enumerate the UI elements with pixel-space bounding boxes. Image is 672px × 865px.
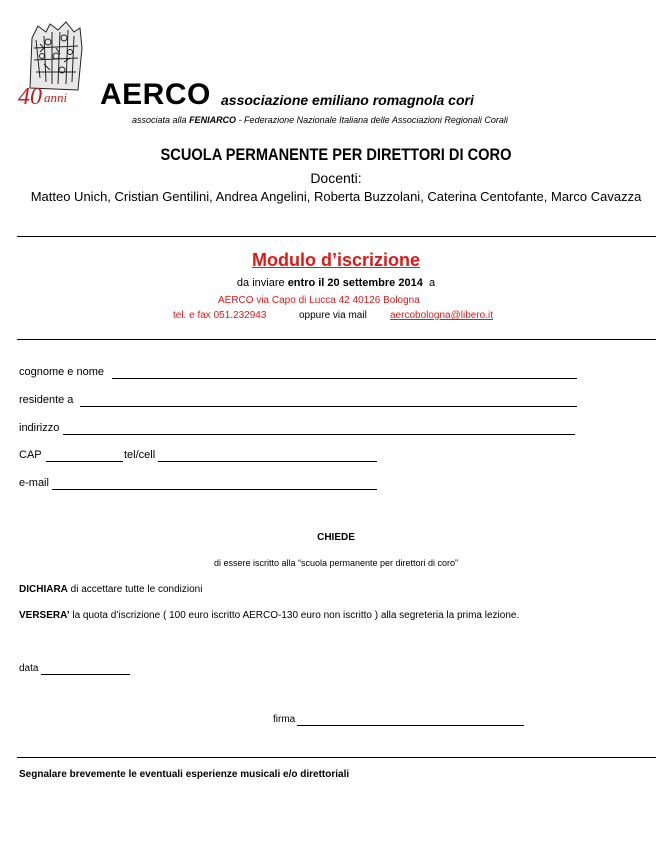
affiliation-rest: - Federazione Nazionale Italiana delle Associazioni Regionali Corali (236, 115, 508, 125)
versera-bold: VERSERA’ (19, 610, 70, 621)
divider (17, 339, 656, 340)
tel-input-line[interactable] (158, 461, 377, 462)
signature-label: firma (273, 714, 296, 725)
form-title: Modulo d’iscrizione (251, 250, 420, 270)
brand-name: AERCO (100, 78, 211, 111)
email-input-line[interactable] (52, 489, 377, 490)
name-label: cognome e nome (19, 366, 104, 378)
tel-label: tel/cell (124, 449, 156, 461)
send-prefix: da inviare (236, 277, 285, 289)
date-input-line[interactable] (41, 674, 130, 675)
date-label: data (19, 663, 39, 674)
affiliation-name: FENIARCO (189, 115, 237, 125)
brand-subtitle: associazione emiliano romagnola cori (221, 92, 474, 108)
residence-input-line[interactable] (80, 406, 577, 407)
cap-input-line[interactable] (46, 461, 123, 462)
name-input-line[interactable] (112, 378, 577, 379)
cap-label: CAP (19, 449, 42, 461)
signature-input-line[interactable] (297, 725, 524, 726)
send-instructions (0, 277, 672, 289)
email-label: e-mail (19, 477, 49, 489)
email-link[interactable]: aercobologna@libero.it (390, 310, 493, 321)
request-text: di essere iscritto alla “scuola permanente per direttori di coro” (213, 558, 459, 568)
svg-text:40: 40 (18, 84, 42, 108)
send-suffix: a (428, 277, 436, 289)
affiliation-prefix: associata alla (132, 115, 187, 125)
address-label: indirizzo (19, 422, 60, 434)
experience-note: Segnalare brevemente le eventuali esperienze musicali e/o direttoriali (19, 769, 350, 780)
telephone: tel. e fax 051.232943 (173, 310, 267, 321)
send-deadline: entro il 20 settembre 2014 (287, 277, 423, 289)
postal-address: AERCO via Capo di Lucca 42 40126 Bologna (218, 295, 420, 306)
dichiara-text (19, 584, 202, 595)
school-title: SCUOLA PERMANENTE PER DIRETTORI DI CORO (160, 145, 512, 164)
versera-rest: la quota d’iscrizione ( 100 euro iscritto AERCO-130 euro non iscritto ) alla segreteria la prima lezione. (69, 610, 520, 621)
docenti-label: Docenti: (310, 170, 362, 186)
dichiara-rest: di accettare tutte le condizioni (67, 584, 203, 595)
docenti-names: Matteo Unich, Cristian Gentilini, Andrea Angelini, Roberta Buzzolani, Caterina Centofante, Marco Cavazza (30, 189, 642, 204)
address-input-line[interactable] (63, 434, 575, 435)
affiliation-line (132, 115, 508, 125)
residence-label: residente a (19, 394, 74, 406)
chiede-heading: CHIEDE (317, 532, 355, 543)
aerco-40-anni-logo (18, 18, 98, 108)
svg-text:anni: anni (44, 90, 68, 105)
divider (17, 757, 656, 758)
divider (17, 236, 656, 237)
or-mail-label: oppure via mail (299, 310, 367, 321)
dichiara-bold: DICHIARA (19, 584, 68, 595)
versera-text (19, 610, 519, 621)
